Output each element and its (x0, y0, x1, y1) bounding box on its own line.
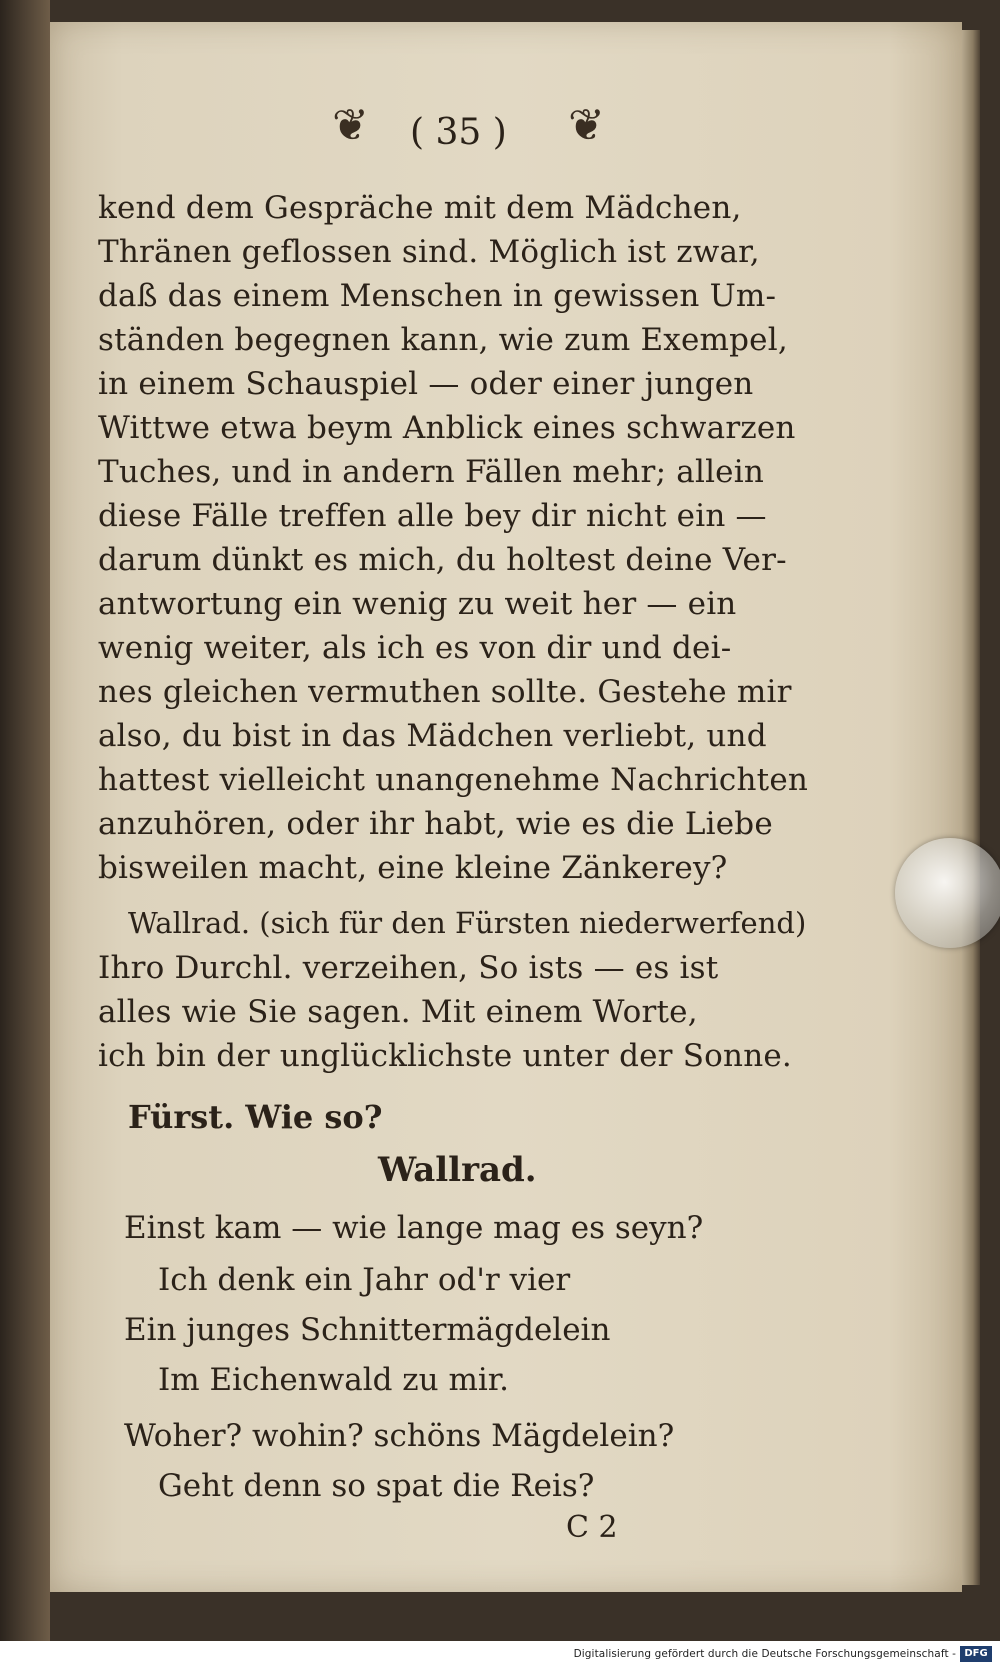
dfg-logo: DFG (960, 1646, 992, 1662)
text-line: Tuches, und in andern Fällen mehr; allein (98, 454, 765, 490)
speech-line: ich bin der unglücklichste unter der Sonne. (98, 1038, 792, 1074)
text-line: Wittwe etwa beym Anblick eines schwarzen (98, 410, 796, 446)
text-line: also, du bist in das Mädchen verliebt, und (98, 718, 767, 754)
speech-line: Ihro Durchl. verzeihen, So ists — es ist (98, 950, 719, 986)
speech-line: Wallrad. (sich für den Fürsten niederwerfend) (128, 906, 807, 940)
text-line: anzuhören, oder ihr habt, wie es die Liebe (98, 806, 773, 842)
text-line: daß das einem Menschen in gewissen Um- (98, 278, 777, 314)
text-line: diese Fälle treffen alle bey dir nicht ein — (98, 498, 767, 534)
text-line: bisweilen macht, eine kleine Zänkerey? (98, 850, 728, 886)
verse-line: Woher? wohin? schöns Mägdelein? (124, 1418, 675, 1454)
page-edge (962, 30, 980, 1585)
text-line: in einem Schauspiel — oder einer jungen (98, 366, 754, 402)
text-line: Thränen geflossen sind. Möglich ist zwar, (98, 234, 760, 270)
text-line: ständen begegnen kann, wie zum Exempel, (98, 322, 788, 358)
book-spine (0, 0, 50, 1669)
text-line: hattest vielleicht unangenehme Nachrichten (98, 762, 809, 798)
speech-line: alles wie Sie sagen. Mit einem Worte, (98, 994, 698, 1030)
text-line: darum dünkt es mich, du holtest deine Ver- (98, 542, 787, 578)
verse-line: Einst kam — wie lange mag es seyn? (124, 1210, 704, 1246)
verse-line: Ein junges Schnittermägdelein (124, 1312, 611, 1348)
funding-credit: Digitalisierung gefördert durch die Deutsche Forschungsgemeinschaft - (573, 1648, 956, 1660)
fuerst-line: Fürst. Wie so? (128, 1098, 383, 1136)
verse-line: Ich denk ein Jahr od'r vier (158, 1262, 571, 1298)
speaker-name: Wallrad. (378, 1150, 537, 1190)
text-line: kend dem Gespräche mit dem Mädchen, (98, 190, 742, 226)
text-line: antwortung ein wenig zu weit her — ein (98, 586, 737, 622)
page-clip (895, 838, 1000, 948)
verse-line: Geht denn so spat die Reis? (158, 1468, 595, 1504)
signature-mark: C 2 (566, 1510, 618, 1545)
header-ornament-left: ❦ (332, 100, 369, 151)
text-line: wenig weiter, als ich es von dir und dei- (98, 630, 732, 666)
verse-line: Im Eichenwald zu mir. (158, 1362, 510, 1398)
page-number: ( 35 ) (410, 112, 507, 153)
header-ornament-right: ❦ (568, 100, 605, 151)
text-line: nes gleichen vermuthen sollte. Gestehe mir (98, 674, 792, 710)
